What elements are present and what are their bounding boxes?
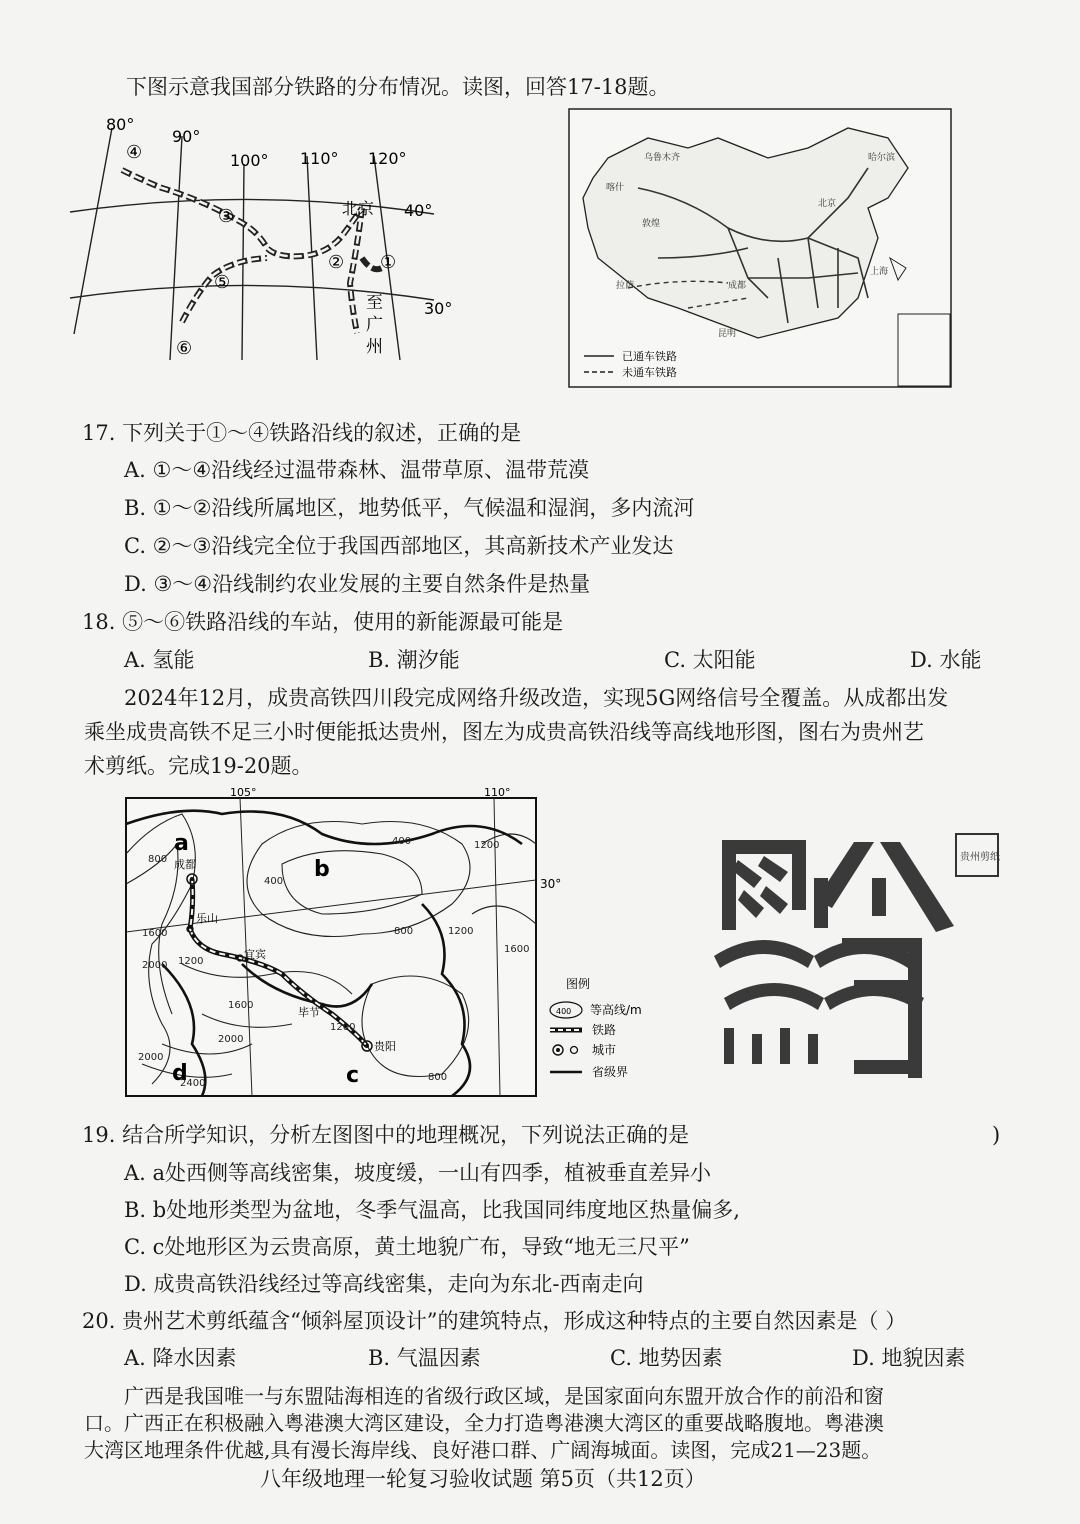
place-lhasa: 拉萨: [616, 281, 635, 291]
legend-border: 省级界: [592, 1065, 629, 1079]
contour-label-2: 400: [264, 876, 284, 887]
guangzhou-char-3: 州: [366, 337, 383, 357]
q17-option-c: C. ②～③沿线完全位于我国西部地区，其高新技术产业发达: [124, 534, 674, 558]
q17-option-d: D. ③～④沿线制约农业发展的主要自然条件是热量: [124, 572, 591, 596]
area-d: d: [172, 1061, 188, 1086]
lat-label-30: 30°: [424, 299, 453, 318]
city-beijing: 北京: [342, 199, 375, 218]
contour-label-12: 2000: [218, 1034, 244, 1045]
intro-text-2-line-1: 2024年12月，成贵高铁四川段完成网络升级改造，实现5G网络信号全覆盖。从成都出发: [124, 686, 949, 710]
q17-option-a: A. ①～④沿线经过温带森林、温带草原、温带荒漠: [124, 458, 590, 482]
city-leshan: 乐山: [196, 912, 218, 925]
lon-label-120: 120°: [368, 149, 407, 168]
area-a: a: [174, 831, 189, 856]
intro-text-3-line-1: 广西是我国唯一与东盟陆海相连的省级行政区域，是国家面向东盟开放合作的前沿和窗: [124, 1384, 884, 1408]
papercut-artwork: [704, 820, 1024, 1080]
guangzhou-char-2: 广: [366, 315, 383, 335]
q17-stem: 17. 下列关于①～④铁路沿线的叙述，正确的是: [82, 421, 522, 445]
lon-label-105: 105°: [230, 786, 257, 799]
q17-option-b: B. ①～②沿线所属地区，地势低平，气候温和湿润，多内流河: [124, 496, 695, 520]
contour-label-5: 800: [394, 926, 414, 937]
city-chengdu: 成都: [174, 858, 196, 871]
q20-option-b: B. 气温因素: [368, 1346, 481, 1370]
seal-text: 贵州剪纸: [960, 852, 1000, 863]
place-urumqi: 乌鲁木齐: [644, 153, 681, 163]
q18-option-d: D. 水能: [910, 648, 982, 672]
line-marker-3: ③: [218, 206, 235, 227]
legend-rail: 铁路: [592, 1023, 617, 1037]
legend-built-rail: 已通车铁路: [622, 350, 677, 363]
intro-text-3-line-3: 大湾区地理条件优越,具有漫长海岸线、良好港口群、广阔海城面。读图，完成21—23题。: [84, 1438, 882, 1462]
lon-label-100: 100°: [230, 151, 269, 170]
q19-option-b: B. b处地形类型为盆地，冬季气温高，比我国同纬度地区热量偏多,: [124, 1198, 740, 1222]
lon-label-110: 110°: [300, 149, 339, 168]
legend-planned-rail: 未通车铁路: [622, 366, 677, 379]
place-chengdu: 成都: [728, 281, 747, 291]
intro-text-2-line-3: 术剪纸。完成19-20题。: [84, 754, 313, 778]
legend-title: 图例: [566, 977, 591, 991]
contour-label-13: 2000: [138, 1052, 164, 1063]
contour-label-14: 2400: [180, 1078, 206, 1089]
line-marker-2: ②: [328, 252, 345, 273]
contour-label-6: 1200: [448, 926, 474, 937]
lat-label-40: 40°: [404, 201, 433, 220]
q20-option-c: C. 地势因素: [610, 1346, 723, 1370]
legend-contour-sample: 400: [556, 1007, 572, 1016]
lon-label-90: 90°: [172, 127, 201, 146]
line-marker-1: ①: [380, 252, 397, 273]
contour-label-11: 1600: [228, 1000, 254, 1011]
q19-stem: 19. 结合所学知识，分析左图图中的地理概况，下列说法正确的是: [82, 1123, 690, 1147]
legend-contour: 等高线/m: [590, 1003, 642, 1017]
q20-option-a: A. 降水因素: [124, 1346, 237, 1370]
line-marker-4: ④: [126, 142, 143, 163]
q18-stem: 18. ⑤～⑥铁路沿线的车站，使用的新能源最可能是: [82, 610, 564, 634]
place-kashgar: 喀什: [606, 183, 625, 193]
place-shanghai: 上海: [870, 267, 889, 277]
q20-option-d: D. 地貌因素: [852, 1346, 966, 1370]
place-dunhuang: 敦煌: [642, 219, 661, 229]
contour-label-7: 1600: [504, 944, 530, 955]
lon-label-80: 80°: [106, 115, 135, 134]
contour-label-4: 400: [392, 836, 412, 847]
contour-label-1: 800: [148, 854, 168, 865]
intro-text-2-line-2: 乘坐成贵高铁不足三小时便能抵达贵州，图左为成贵高铁沿线等高线地形图，图右为贵州艺: [84, 720, 924, 744]
china-railway-map: [568, 108, 952, 388]
city-bijie: 毕节: [298, 1006, 320, 1019]
area-c: c: [346, 1063, 360, 1088]
page-footer: 八年级地理一轮复习验收试题 第5页（共12页）: [260, 1467, 706, 1491]
contour-label-16: 800: [428, 1072, 448, 1083]
area-b: b: [314, 857, 330, 882]
line-marker-6: ⑥: [176, 338, 193, 359]
city-guiyang: 贵阳: [374, 1040, 396, 1053]
railway-map-left: [62, 108, 453, 378]
q18-option-c: C. 太阳能: [664, 648, 756, 672]
contour-label-9: 2000: [142, 960, 168, 971]
q19-option-d: D. 成贵高铁沿线经过等高线密集，走向为东北-西南走向: [124, 1272, 644, 1296]
guangzhou-char-1: 至: [366, 293, 383, 313]
q19-option-a: A. a处西侧等高线密集，坡度缓，一山有四季，植被垂直差异小: [124, 1161, 712, 1185]
q18-option-b: B. 潮汐能: [368, 648, 460, 672]
place-harbin: 哈尔滨: [868, 153, 896, 163]
legend-city: 城市: [592, 1043, 617, 1057]
city-yibin: 宜宾: [244, 948, 266, 961]
q20-stem: 20. 贵州艺术剪纸蕴含“倾斜屋顶设计”的建筑特点，形成这种特点的主要自然因素是（ ）: [82, 1309, 907, 1333]
intro-text-1: 下图示意我国部分铁路的分布情况。读图，回答17-18题。: [126, 75, 670, 99]
contour-label-8: 1600: [142, 928, 168, 939]
place-kunming: 昆明: [718, 329, 737, 339]
place-beijing: 北京: [818, 199, 837, 209]
contour-map: [122, 784, 688, 1100]
contour-label-10: 1200: [178, 956, 204, 967]
lon-label-110: 110°: [484, 786, 511, 799]
contour-label-15: 1200: [330, 1022, 356, 1033]
q18-option-a: A. 氢能: [124, 648, 195, 672]
line-marker-5: ⑤: [214, 272, 231, 293]
intro-text-3-line-2: 口。广西正在积极融入粤港澳大湾区建设，全力打造粤港澳大湾区的重要战略腹地。粤港澳: [84, 1411, 884, 1435]
lat-label-30: 30°: [540, 877, 562, 891]
q19-option-c: C. c处地形区为云贵高原，黄土地貌广布，导致“地无三尺平”: [124, 1235, 690, 1259]
contour-label-3: 1200: [474, 840, 500, 851]
q19-answer-paren: ): [992, 1123, 1001, 1147]
